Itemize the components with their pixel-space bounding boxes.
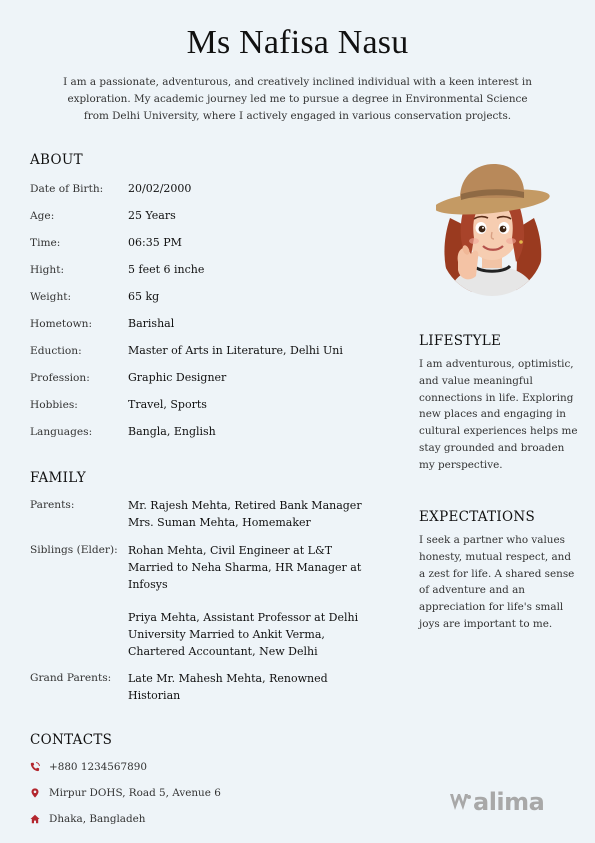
parent-father: Mr. Rajesh Mehta, Retired Bank Manager <box>128 499 362 512</box>
contact-phone <box>30 761 147 773</box>
about-label: Profession: <box>30 372 90 384</box>
phone-number[interactable]: +880 1234567890 <box>49 761 147 773</box>
profile-name: Ms Nafisa Nasu <box>186 24 409 61</box>
about-label: Hometown: <box>30 318 93 330</box>
grandparents-value <box>128 670 328 704</box>
intro-paragraph: I am a passionate, adventurous, and creatively inclined individual with a keen interest in exploration. My academic journey led me to pursue a degree in Environmental Science from Delhi University, where I actively engaged in various conservation projects. <box>63 76 532 122</box>
expectations-text: I seek a partner who values honesty, mutual respect, and a zest for life. A shared sense of adventure and an appreciation for life's small joys are important to me. <box>419 534 575 630</box>
avatar <box>436 158 554 303</box>
about-value: Barishal <box>128 317 175 330</box>
grandparents-line-2: Historian <box>128 689 181 702</box>
lifestyle-text: I am adventurous, optimistic, and value meaningful connections in life. Exploring new places and engaging in cultural experiences helps me stay grounded and broaden my perspective. <box>419 358 578 471</box>
about-label: Languages: <box>30 426 93 438</box>
about-value: Graphic Designer <box>128 371 227 384</box>
about-value: 5 feet 6 inche <box>128 263 205 276</box>
about-label: Weight: <box>30 291 72 303</box>
about-label: Time: <box>30 237 61 249</box>
grandparents-line-1: Late Mr. Mahesh Mehta, Renowned <box>128 672 328 685</box>
about-heading: ABOUT <box>30 152 83 168</box>
about-value: 65 kg <box>128 290 160 303</box>
grandparents-label: Grand Parents: <box>30 672 112 684</box>
city-text: Dhaka, Bangladeh <box>49 813 146 825</box>
sibling-1-line-2: Married to Neha Sharma, HR Manager at <box>128 561 362 574</box>
lifestyle-heading: LIFESTYLE <box>419 333 502 349</box>
about-label: Hight: <box>30 264 65 276</box>
phone-icon <box>30 762 40 772</box>
about-value: Bangla, English <box>128 425 216 438</box>
expectations-heading: EXPECTATIONS <box>419 509 536 525</box>
home-icon <box>30 814 40 824</box>
about-value: Master of Arts in Literature, Delhi Uni <box>128 344 343 357</box>
sibling-1-line-3: Infosys <box>128 578 168 591</box>
parent-mother: Mrs. Suman Mehta, Homemaker <box>128 516 311 529</box>
address-text: Mirpur DOHS, Road 5, Avenue 6 <box>49 787 221 799</box>
about-value: 20/02/2000 <box>128 182 192 195</box>
walima-logo <box>449 788 544 816</box>
parents-value <box>128 497 362 531</box>
family-heading: FAMILY <box>30 470 86 486</box>
contact-city <box>30 813 146 825</box>
about-value: 25 Years <box>128 209 176 222</box>
sibling-2-line-3: Chartered Accountant, New Delhi <box>128 645 318 658</box>
sibling-2 <box>128 609 358 660</box>
about-value: 06:35 PM <box>128 236 182 249</box>
contact-address <box>30 787 221 799</box>
sibling-2-line-2: University Married to Ankit Verma, <box>128 628 325 641</box>
walima-logo-text: alima <box>473 788 545 816</box>
about-label: Hobbies: <box>30 399 78 411</box>
siblings-label: Siblings (Elder): <box>30 544 118 556</box>
parents-label: Parents: <box>30 499 75 511</box>
walima-logo-mark-icon <box>449 791 473 813</box>
about-label: Eduction: <box>30 345 82 357</box>
sibling-1-line-1: Rohan Mehta, Civil Engineer at L&T <box>128 544 333 557</box>
sibling-1 <box>128 542 361 593</box>
location-pin-icon <box>30 788 40 798</box>
about-label: Date of Birth: <box>30 183 104 195</box>
sibling-2-line-1: Priya Mehta, Assistant Professor at Delhi <box>128 611 359 624</box>
contacts-heading: CONTACTS <box>30 732 113 748</box>
about-label: Age: <box>30 210 55 222</box>
about-value: Travel, Sports <box>128 398 207 411</box>
